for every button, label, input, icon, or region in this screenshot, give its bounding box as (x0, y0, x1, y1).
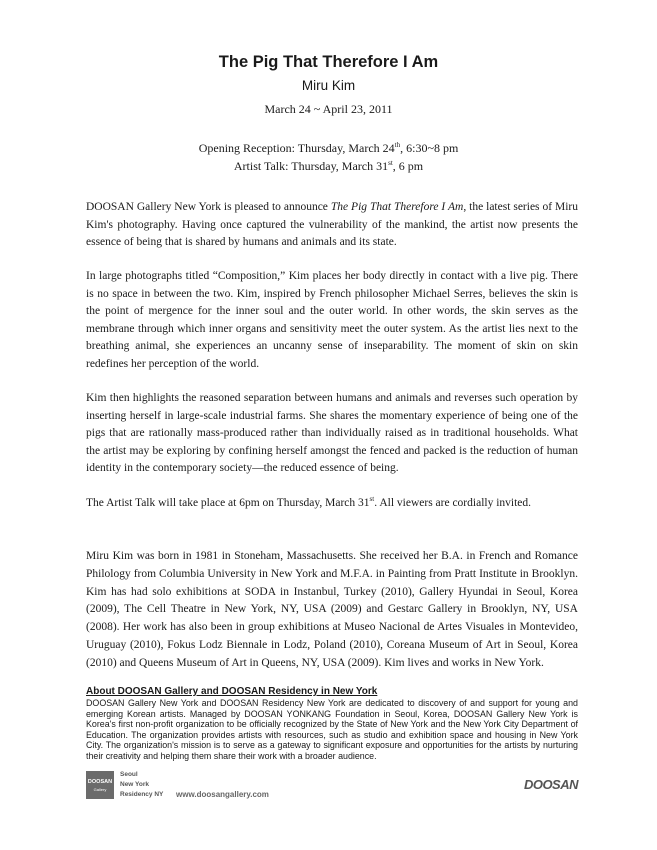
doosan-brand-logo: DOOSAN (523, 777, 578, 792)
doosan-gallery-logo: DOOSAN Gallery (86, 771, 114, 799)
gallery-contact (176, 770, 269, 801)
composition-paragraph: In large photographs titled “Composition,” Kim places her body directly in contact with a live pig. There is no space in between the two. Kim, inspired by French philosopher Michael Serres, believes the skin is the point of mergence for the inner soul and the outer world. In other words, the skin serves as the membrane through which inner organs and sensitivity meet the outer system. As the artist lies next to the breathing animal, she experiences an uncanny sense of inseparability. The moment of skin on skin redefines her perception of the world. (86, 270, 578, 370)
announcement-paragraph: DOOSAN Gallery New York is pleased to announce The Pig That Therefore I Am, the latest series of Miru Kim's photography. Having once captured the vulnerability of the mankind, the artist now presents the essence of being that is shared by humans and animals and its state. (86, 201, 578, 248)
exhibition-title: The Pig That Therefore I Am (218, 53, 439, 71)
artist-talk-line: Artist Talk: Thursday, March 31st, 6 pm (233, 159, 424, 173)
about-section (86, 686, 578, 762)
event-schedule (0, 139, 657, 175)
about-heading: About DOOSAN Gallery and DOOSAN Residency in New York (86, 686, 378, 697)
artist-bio-paragraph: Miru Kim was born in 1981 in Stoneham, Massachusetts. She received her B.A. in French and Romance Philology from Columbia University in New York and M.F.A. in Painting from Pratt Institute in Brooklyn. Kim has had solo exhibitions at SODA in Instanbul, Turkey (2010), Gallery Hyundai in Seoul, Korea (2009), The Cell Theatre in New York, NY, USA (2009) and Gestarc Gallery in Brooklyn, NY, USA (2008). Her work has also been in group exhibitions at Museo Nacional de Artes Visuales in Montevideo, Uruguay (2010), Fokus Lodz Biennale in Lodz, Poland (2010), Coreana Museum of Art in Seoul, Korea (2010) and Queens Museum of Art in Queens, NY, USA (2009). Kim lives and works in New York. (86, 550, 578, 669)
website-url: www.doosangallery.com (176, 790, 269, 799)
about-text: DOOSAN Gallery New York and DOOSAN Residency New York are dedicated to discovery of and support for young and emerging Korean artists. Managed by DOOSAN YONKANG Foundation in Seoul, Korea, DOOSAN Gallery New York is Korea's first non-profit organization to be officially recognized by the State of New York and the New York City Department of Education. The organization provides artists with resources, such as studio and exhibition space and housing in New York City. The organization's mission is to serve as a gateway to significant exposure and opportunities for the artists by nurturing their creativity and helping them share their work with a broader audience. (86, 698, 578, 761)
gallery-locations: Seoul New York Residency NY (120, 771, 164, 798)
opening-reception-line: Opening Reception: Thursday, March 24th, 6:30~8 pm (198, 141, 459, 155)
exhibition-title-italic: The Pig That Therefore I Am (330, 201, 464, 213)
artist-talk-paragraph: The Artist Talk will take place at 6pm on Thursday, March 31st. All viewers are cordially invited. (86, 495, 532, 509)
exhibition-dates: March 24 ~ April 23, 2011 (264, 102, 393, 116)
letterhead-footer (86, 769, 580, 801)
industrial-farms-paragraph: Kim then highlights the reasoned separation between humans and animals and reverses such operation by inserting herself in large-scale industrial farms. She shares the momentary experience of being one of the pigs that are rationally mass-produced rather than individually raised as in traditional households. What the artist may be exploring by confining herself amongst the fenced and packed is the reduction of human identity in the contemporary society—the reduced essence of being. (86, 392, 578, 474)
artist-name: Miru Kim (301, 78, 356, 93)
